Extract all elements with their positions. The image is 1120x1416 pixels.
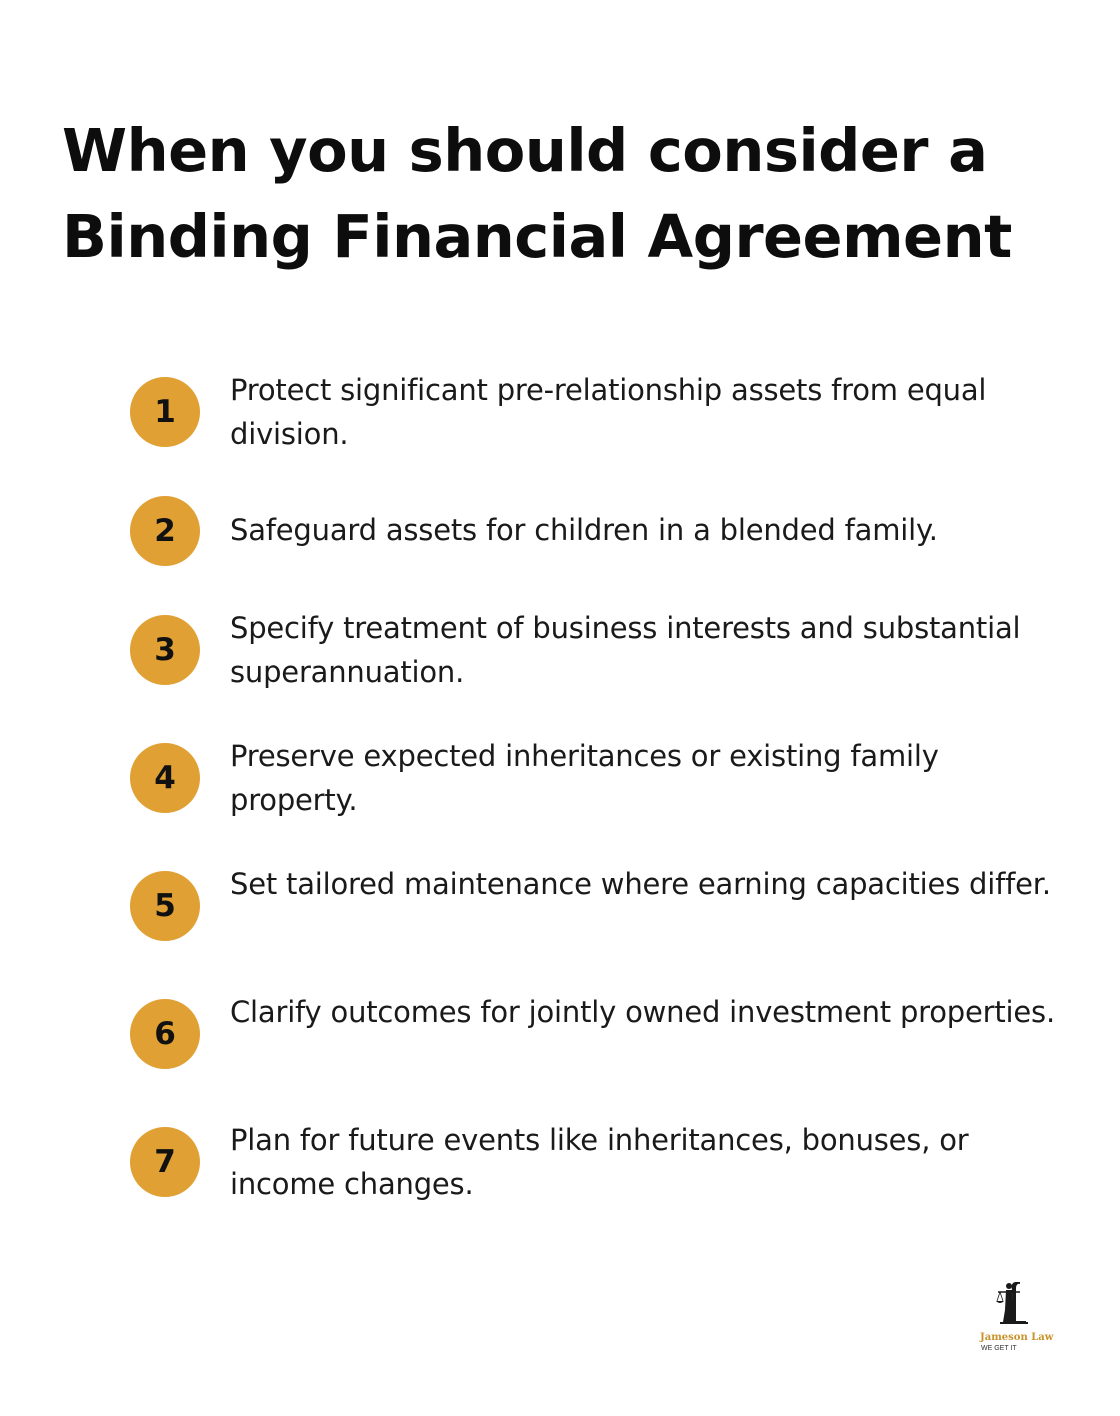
page-title-line-2: Binding Financial Agreement (62, 202, 1012, 271)
number-badge: 3 (130, 615, 200, 685)
item-text: Safeguard assets for children in a blended family. (230, 513, 938, 547)
number-badge: 4 (130, 743, 200, 813)
item-text: Preserve expected inheritances or existing family property. (230, 739, 939, 817)
number-badge: 7 (130, 1127, 200, 1197)
item-text: Set tailored maintenance where earning capacities differ. (230, 867, 1051, 901)
item-text: Protect significant pre-relationship assets from equal division. (230, 373, 987, 451)
number-badge: 6 (130, 999, 200, 1069)
logo-tagline: WE GET IT (981, 1345, 1017, 1352)
item-text: Clarify outcomes for jointly owned investment properties. (230, 995, 1055, 1029)
logo-name: Jameson Law (980, 1332, 1054, 1343)
justice-scales-icon (976, 1276, 1056, 1356)
number-badge: 2 (130, 496, 200, 566)
item-text: Specify treatment of business interests and substantial superannuation. (230, 611, 1021, 689)
page-title-line-1: When you should consider a (62, 116, 988, 185)
number-badge: 5 (130, 871, 200, 941)
number-badge: 1 (130, 377, 200, 447)
item-text: Plan for future events like inheritances, bonuses, or income changes. (230, 1123, 969, 1201)
